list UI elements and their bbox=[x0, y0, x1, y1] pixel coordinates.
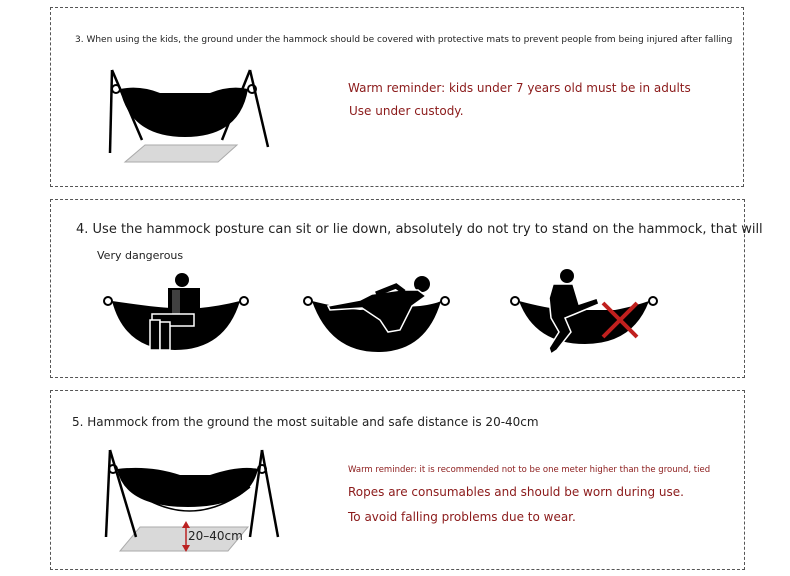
section-3-heading: 3. When using the kids, the ground under the hammock should be covered with protective mats to prevent people from being injured after falling bbox=[75, 35, 733, 45]
height-label: 20–40cm bbox=[188, 529, 243, 543]
section-4-subheading: Very dangerous bbox=[97, 249, 184, 262]
section-4-heading: 4. Use the hammock posture can sit or lie down, absolutely do not try to stand on the hammock, that will bbox=[76, 222, 763, 237]
reminder-wear: To avoid falling problems due to wear. bbox=[348, 510, 576, 524]
section-5-heading: 5. Hammock from the ground the most suitable and safe distance is 20-40cm bbox=[72, 415, 539, 429]
sitting-posture-illustration bbox=[100, 270, 255, 355]
reminder-ropes: Ropes are consumables and should be worn during use. bbox=[348, 485, 684, 499]
reminder-line-2: Use under custody. bbox=[349, 104, 464, 118]
reminder-line-1: Warm reminder: kids under 7 years old must be in adults bbox=[348, 81, 691, 95]
lying-posture-illustration bbox=[300, 272, 455, 357]
cross-mark-icon bbox=[600, 300, 640, 340]
reminder-small: Warm reminder: it is recommended not to be one meter higher than the ground, tied bbox=[348, 465, 711, 475]
hammock-with-mat-illustration bbox=[100, 65, 270, 165]
